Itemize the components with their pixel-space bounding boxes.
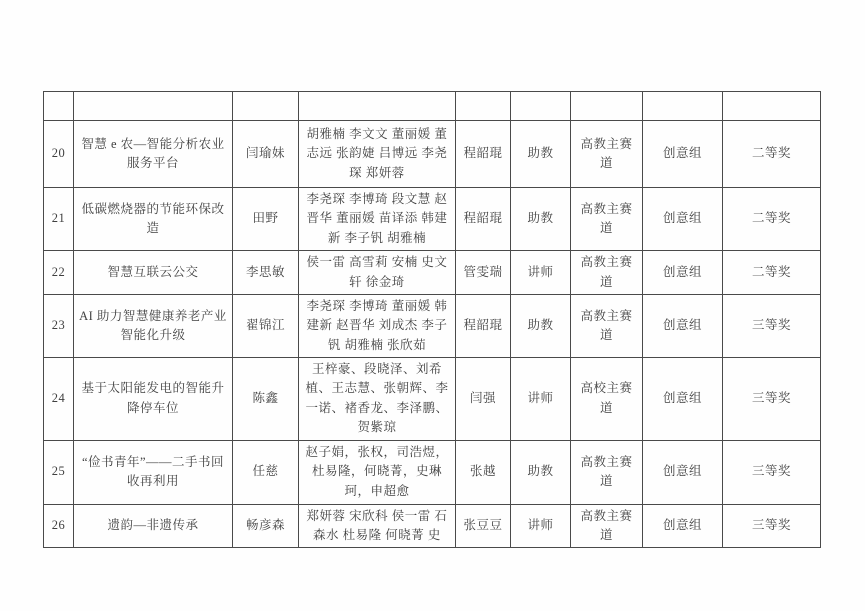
cell-advisor-title: 助教 xyxy=(511,440,571,504)
cell-award: 二等奖 xyxy=(723,188,821,251)
cell-leader: 任慈 xyxy=(233,440,299,504)
cell-advisor: 程韶琨 xyxy=(456,188,511,251)
cell-leader: 田野 xyxy=(233,188,299,251)
cell-award: 三等奖 xyxy=(723,504,821,548)
cell-award: 二等奖 xyxy=(723,251,821,295)
cell-award: 三等奖 xyxy=(723,440,821,504)
cell-number xyxy=(44,92,74,121)
cell-award xyxy=(723,92,821,121)
cell-advisor-title xyxy=(511,92,571,121)
cell-leader: 陈鑫 xyxy=(233,358,299,441)
cell-track xyxy=(571,92,643,121)
cell-group: 创意组 xyxy=(643,251,723,295)
cell-number: 21 xyxy=(44,188,74,251)
cell-advisor xyxy=(456,92,511,121)
table-row-24 xyxy=(44,358,821,441)
cell-track: 高教主赛道 xyxy=(571,121,643,188)
table-row-23 xyxy=(44,294,821,357)
cell-track: 高教主赛道 xyxy=(571,188,643,251)
cell-members: 胡雅楠 李文文 董丽媛 董志远 张韵婕 吕博远 李尧琛 郑妍蓉 xyxy=(299,121,456,188)
cell-project-name: AI 助力智慧健康养老产业智能化升级 xyxy=(74,294,233,357)
cell-members: 王梓豪、段晓泽、刘希植、王志慧、张朝辉、李一诺、褚香龙、李泽鹏、贺紫琼 xyxy=(299,358,456,441)
cell-advisor-title: 助教 xyxy=(511,188,571,251)
cell-track: 高校主赛道 xyxy=(571,358,643,441)
cell-project-name: 低碳燃烧器的节能环保改造 xyxy=(74,188,233,251)
cell-members: 郑妍蓉 宋欣科 侯一雷 石森水 杜易隆 何晓菁 史 xyxy=(299,504,456,548)
cell-group: 创意组 xyxy=(643,504,723,548)
cell-award: 三等奖 xyxy=(723,358,821,441)
cell-project-name xyxy=(74,92,233,121)
cell-members: 侯一雷 高雪莉 安楠 史文轩 徐金琦 xyxy=(299,251,456,295)
table-row-header-empty xyxy=(44,92,821,121)
cell-leader: 李思敏 xyxy=(233,251,299,295)
cell-track: 高教主赛道 xyxy=(571,440,643,504)
cell-advisor: 张豆豆 xyxy=(456,504,511,548)
cell-group: 创意组 xyxy=(643,188,723,251)
cell-number: 25 xyxy=(44,440,74,504)
cell-members xyxy=(299,92,456,121)
cell-advisor: 张越 xyxy=(456,440,511,504)
cell-members: 李尧琛 李博琦 段文慧 赵晋华 董丽媛 苗译添 韩建新 李子钒 胡雅楠 xyxy=(299,188,456,251)
award-table xyxy=(43,91,821,548)
cell-advisor-title: 讲师 xyxy=(511,358,571,441)
cell-advisor-title: 讲师 xyxy=(511,504,571,548)
cell-track: 高教主赛道 xyxy=(571,504,643,548)
table-row-21 xyxy=(44,188,821,251)
cell-advisor-title: 助教 xyxy=(511,294,571,357)
cell-advisor-title: 助教 xyxy=(511,121,571,188)
cell-project-name: 遗韵—非遗传承 xyxy=(74,504,233,548)
table-row-22 xyxy=(44,251,821,295)
table-row-25 xyxy=(44,440,821,504)
cell-group: 创意组 xyxy=(643,358,723,441)
cell-advisor: 程韶琨 xyxy=(456,294,511,357)
cell-leader: 畅彦森 xyxy=(233,504,299,548)
cell-track: 高教主赛道 xyxy=(571,294,643,357)
cell-leader: 翟锦江 xyxy=(233,294,299,357)
cell-project-name: 智慧互联云公交 xyxy=(74,251,233,295)
table-row-26 xyxy=(44,504,821,548)
cell-group: 创意组 xyxy=(643,294,723,357)
cell-award: 三等奖 xyxy=(723,294,821,357)
cell-track: 高教主赛道 xyxy=(571,251,643,295)
cell-number: 22 xyxy=(44,251,74,295)
cell-project-name: “俭书青年”——二手书回收再利用 xyxy=(74,440,233,504)
cell-group xyxy=(643,92,723,121)
cell-advisor: 管雯瑞 xyxy=(456,251,511,295)
cell-group: 创意组 xyxy=(643,121,723,188)
cell-leader xyxy=(233,92,299,121)
cell-members: 李尧琛 李博琦 董丽媛 韩建新 赵晋华 刘成杰 李子钒 胡雅楠 张欣茹 xyxy=(299,294,456,357)
cell-project-name: 智慧 e 农—智能分析农业服务平台 xyxy=(74,121,233,188)
cell-advisor: 程韶琨 xyxy=(456,121,511,188)
cell-number: 23 xyxy=(44,294,74,357)
table-row-20 xyxy=(44,121,821,188)
cell-advisor-title: 讲师 xyxy=(511,251,571,295)
cell-project-name: 基于太阳能发电的智能升降停车位 xyxy=(74,358,233,441)
cell-number: 20 xyxy=(44,121,74,188)
cell-number: 24 xyxy=(44,358,74,441)
cell-members: 赵子娟，张权，司浩煜，杜易隆，何晓菁，史琳珂，申超愈 xyxy=(299,440,456,504)
cell-number: 26 xyxy=(44,504,74,548)
cell-award: 二等奖 xyxy=(723,121,821,188)
cell-advisor: 闫强 xyxy=(456,358,511,441)
cell-leader: 闫瑜妹 xyxy=(233,121,299,188)
cell-group: 创意组 xyxy=(643,440,723,504)
